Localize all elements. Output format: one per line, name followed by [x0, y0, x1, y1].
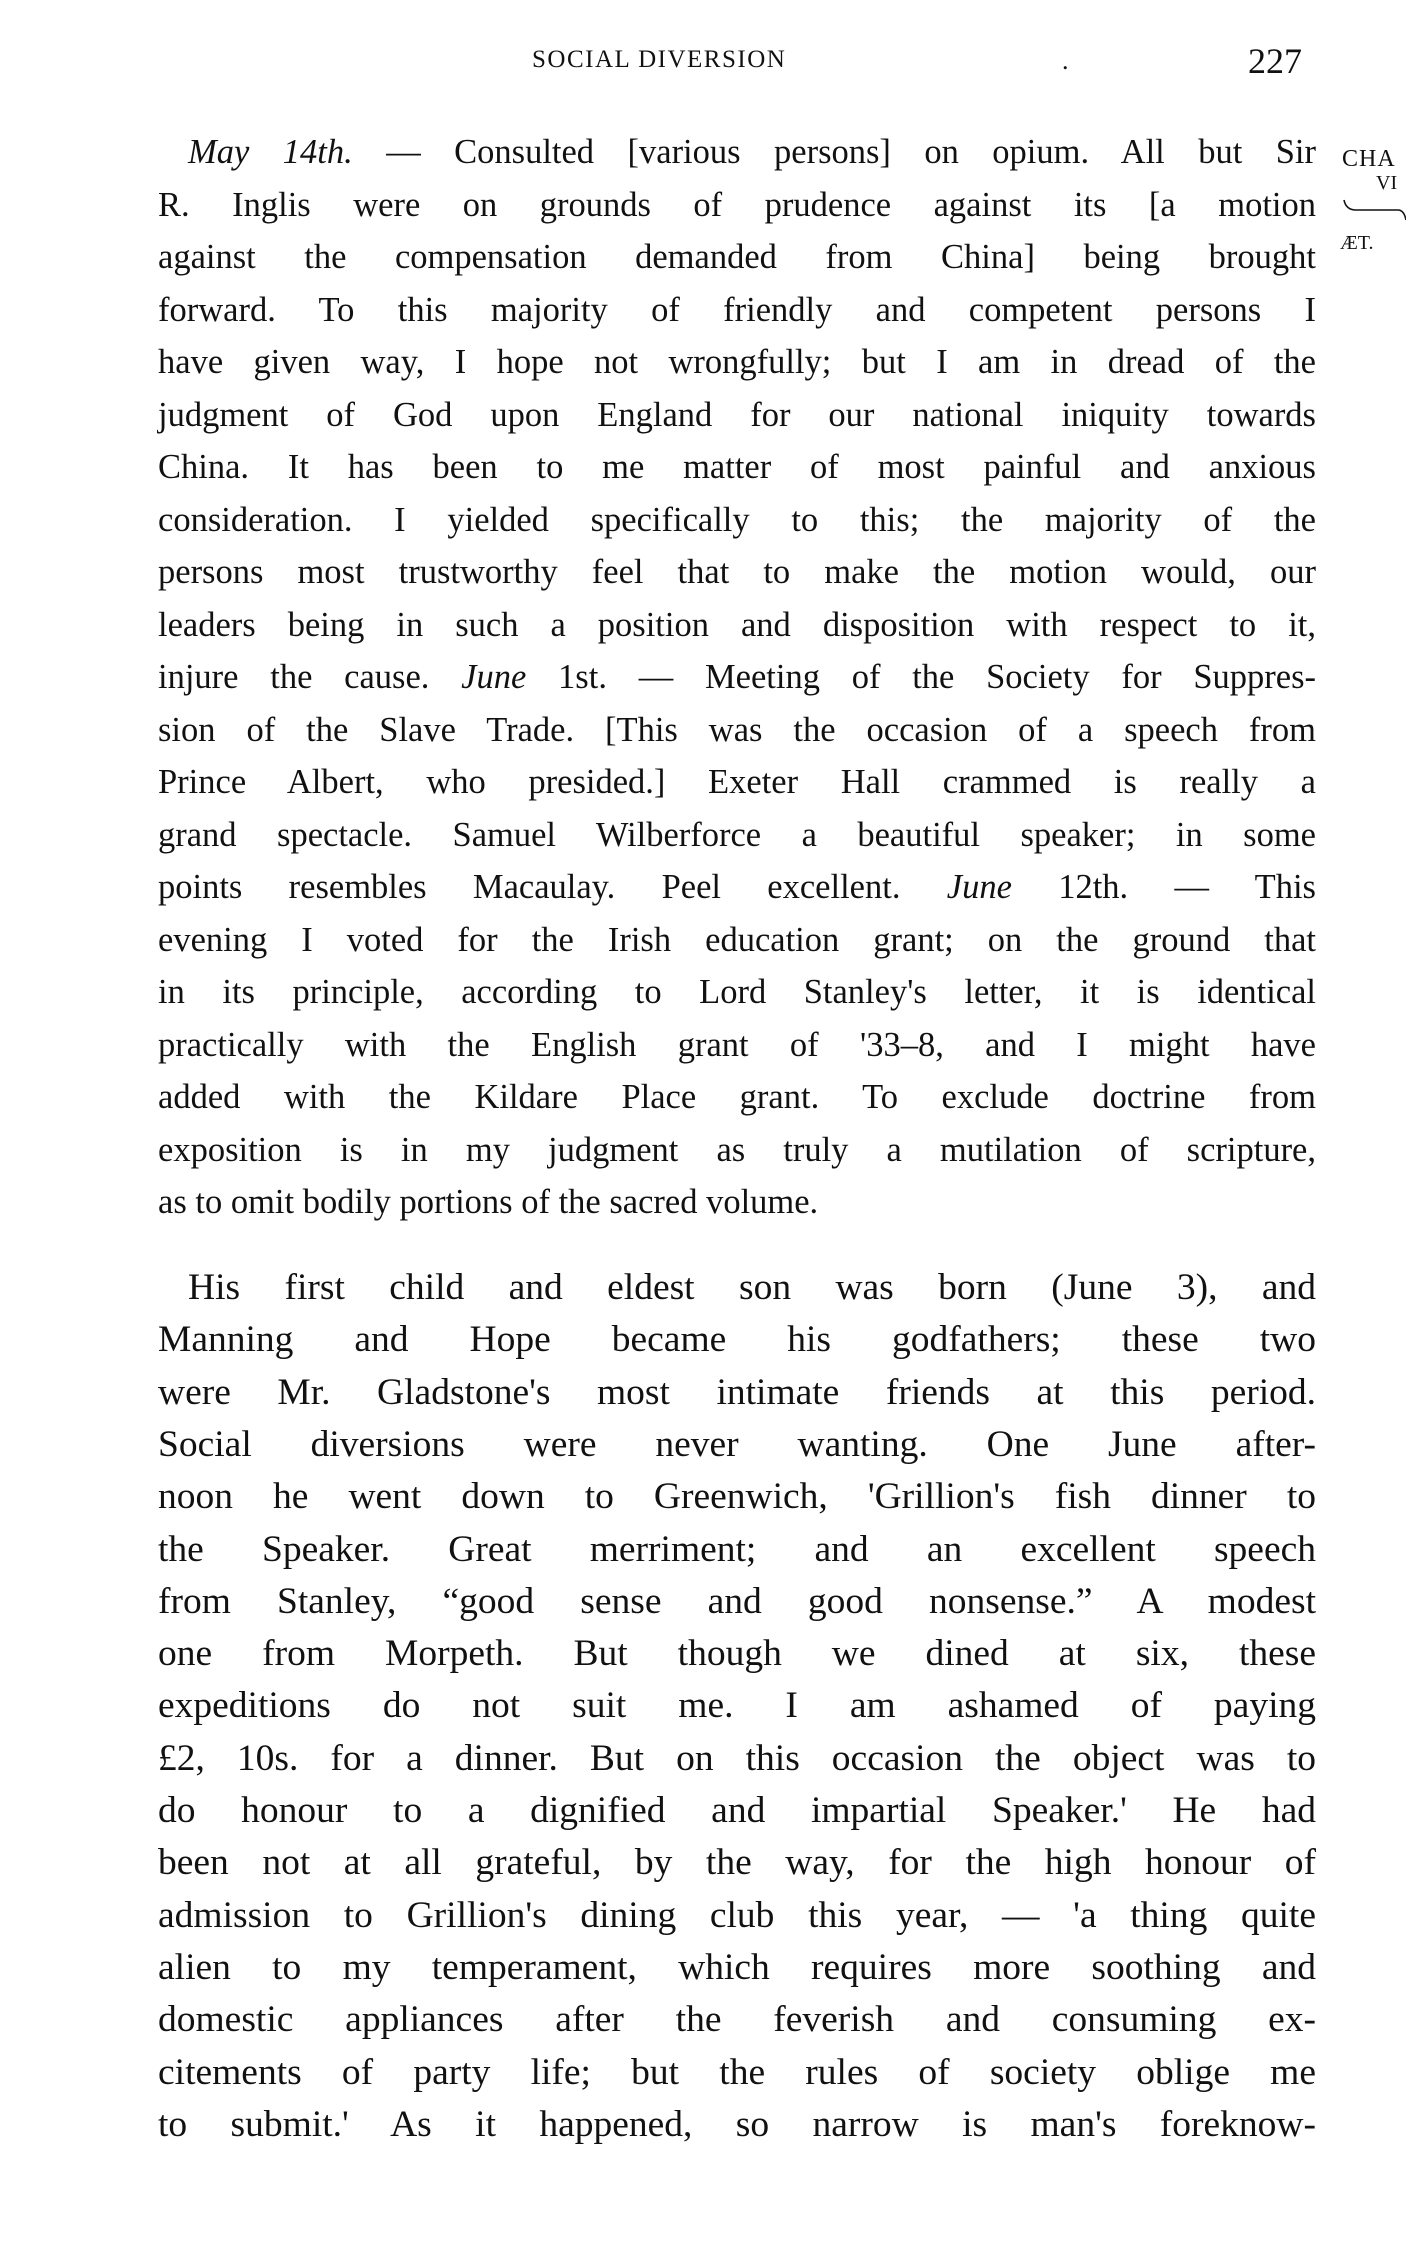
diary-line: sion of the Slave Trade. [This was the occasion of a speech from: [158, 710, 1316, 749]
diary-line: practically with the English grant of '33–8, and I might have: [158, 1025, 1316, 1064]
narrative-line: admission to Grillion's dining club this year, — 'a thing quite: [158, 1894, 1316, 1936]
narrative-line: His first child and eldest son was born (June 3), and: [188, 1267, 1316, 1308]
diary-date-month: June: [461, 658, 527, 696]
header-separator: .: [1062, 46, 1069, 75]
page-number: 227: [1248, 41, 1302, 81]
margin-note-chapter: CHA: [1342, 146, 1396, 172]
narrative-line: the Speaker. Great merriment; and an excellent speech: [158, 1528, 1316, 1570]
diary-line: R. Inglis were on grounds of prudence against its [a motion: [158, 185, 1316, 224]
diary-line: [158, 126, 1316, 178]
running-title: SOCIAL DIVERSION: [532, 46, 787, 73]
narrative-line: do honour to a dignified and impartial Speaker.' He had: [158, 1790, 1316, 1831]
narrative-line: one from Morpeth. But though we dined at six, these: [158, 1633, 1316, 1675]
diary-line-text: injure the cause.: [158, 658, 462, 696]
narrative-line: citements of party life; but the rules of society oblige me: [158, 2051, 1316, 2093]
diary-line: as to omit bodily portions of the sacred volume.: [158, 1183, 819, 1221]
diary-line: against the compensation demanded from China] being brought: [158, 238, 1316, 276]
diary-line: Prince Albert, who presided.] Exeter Hall crammed is really a: [158, 763, 1316, 801]
diary-line-text: 1st. — Meeting of the Society for Suppres-: [526, 658, 1317, 696]
narrative-line: £2, 10s. for a dinner. But on this occasion the object was to: [158, 1737, 1316, 1779]
diary-line: added with the Kildare Place grant. To exclude doctrine from: [158, 1078, 1316, 1116]
diary-line-text: 12th. — This: [1011, 868, 1316, 906]
diary-date-month: June: [946, 868, 1012, 906]
diary-line: judgment of God upon England for our national iniquity towards: [158, 395, 1316, 434]
diary-line: persons most trustworthy feel that to make the motion would, our: [158, 553, 1316, 591]
diary-line: grand spectacle. Samuel Wilberforce a beautiful speaker; in some: [158, 815, 1316, 854]
diary-line: China. It has been to me matter of most painful and anxious: [158, 448, 1316, 486]
narrative-line: noon he went down to Greenwich, 'Grillion's fish dinner to: [158, 1476, 1316, 1518]
narrative-line: Manning and Hope became his godfathers; these two: [158, 1319, 1316, 1361]
diary-line: have given way, I hope not wrongfully; but I am in dread of the: [158, 343, 1316, 381]
diary-line-text: points resembles Macaulay. Peel excellent.: [158, 868, 947, 906]
diary-line: leaders being in such a position and disposition with respect to it,: [158, 605, 1316, 644]
margin-note-chapter-number: VI: [1376, 172, 1398, 194]
narrative-line: alien to my temperament, which requires more soothing and: [158, 1946, 1316, 1988]
narrative-line: been not at all grateful, by the way, for the high honour of: [158, 1842, 1316, 1884]
narrative-line: from Stanley, “good sense and good nonsense.” A modest: [158, 1580, 1316, 1622]
diary-date-day: 14th.: [282, 133, 353, 171]
running-header: [0, 41, 1406, 84]
margin-note-age: ÆT.: [1340, 232, 1374, 254]
brace-icon: [1342, 198, 1406, 222]
diary-line: [158, 861, 1316, 913]
diary-line-text: — Consulted [various persons] on opium. All but Sir: [386, 133, 1316, 171]
diary-date-month: May: [188, 133, 250, 171]
diary-line: forward. To this majority of friendly and competent persons I: [158, 290, 1316, 329]
narrative-line: expeditions do not suit me. I am ashamed of paying: [158, 1685, 1316, 1727]
narrative-line: domestic appliances after the feverish and consuming ex-: [158, 1999, 1316, 2041]
diary-line: in its principle, according to Lord Stanley's letter, it is identical: [158, 973, 1316, 1011]
narrative-line: to submit.' As it happened, so narrow is man's foreknow-: [158, 2103, 1316, 2145]
diary-line: evening I voted for the Irish education grant; on the ground that: [158, 920, 1316, 959]
narrative-line: were Mr. Gladstone's most intimate friends at this period.: [158, 1371, 1316, 1413]
diary-line: [158, 651, 1316, 703]
diary-line: exposition is in my judgment as truly a mutilation of scripture,: [158, 1130, 1316, 1169]
narrative-line: Social diversions were never wanting. One June after-: [158, 1423, 1316, 1465]
diary-line: consideration. I yielded specifically to this; the majority of the: [158, 500, 1316, 539]
